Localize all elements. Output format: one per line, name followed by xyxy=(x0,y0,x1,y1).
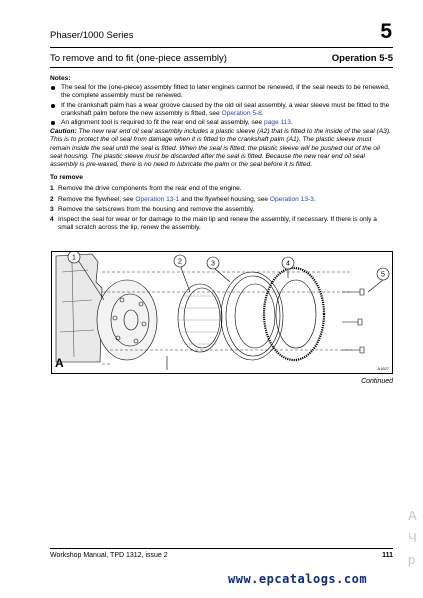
step-text: Remove the flywheel, see xyxy=(58,195,136,203)
operation-13-3-link[interactable]: Operation 13-3 xyxy=(269,195,314,203)
step-text: Remove the setscrews from the housing and remove the assembly. xyxy=(58,205,255,213)
step-text: and the flywheel housing, see xyxy=(179,195,270,203)
bullet-icon xyxy=(51,121,55,125)
ghost-char: A xyxy=(408,508,417,523)
step-text: . xyxy=(313,195,316,203)
note-item: If the crankshaft palm has a wear groove caused by the old oil seal assembly, a wear sleeve must be fitted to the crankshaft palm before the new assembly is fitted, see Operation 5-8. xyxy=(50,102,393,118)
caution-label: Caution: xyxy=(50,128,77,136)
note-item xyxy=(50,84,393,100)
manual-reference: Workshop Manual, TPD 1312, issue 2 xyxy=(50,552,168,559)
step-text: Inspect the seal for wear or for damage to the main lip and renew the assembly, if necessary. If there is only a small scratch across the lip, renew the assembly. xyxy=(58,216,377,232)
plastic-sleeve-shape xyxy=(178,284,222,352)
figure-letter: A xyxy=(55,356,64,370)
exploded-view-figure xyxy=(51,251,393,374)
bullet-icon xyxy=(51,86,55,90)
oil-seal-diagram xyxy=(52,252,392,373)
step-item xyxy=(50,185,393,193)
note-text: If the crankshaft palm has a wear groove caused by the old oil seal assembly, a wear sleeve must be fitted to the crankshaft palm before the new assembly is fitted, see xyxy=(61,101,390,117)
operation-number: Operation 5-5 xyxy=(331,53,393,64)
step-item xyxy=(50,196,393,204)
header-rule xyxy=(50,47,393,48)
step-number: 1 xyxy=(50,185,54,193)
callout-4-label: 4 xyxy=(286,260,290,268)
operation-5-8-link[interactable]: Operation 5-8 xyxy=(221,109,262,117)
ghost-char: Ч xyxy=(408,530,417,545)
step-item xyxy=(50,206,393,214)
step-number: 3 xyxy=(50,205,54,213)
chapter-number: 5 xyxy=(380,20,392,43)
note-text: The seal for the (one-piece) assembly fitted to later engines cannot be renewed, if the seal needs to be renewed, the complete assembly must be renewed. xyxy=(61,84,390,100)
series-title: Phaser/1000 Series xyxy=(50,30,134,41)
callout-leader xyxy=(180,265,190,292)
note-item: An alignment tool is required to fit the rear end oil seal assembly, see page 113. xyxy=(50,119,393,127)
callout-5-label: 5 xyxy=(381,271,385,279)
page-number: 111 xyxy=(382,552,393,559)
setscrew-shape xyxy=(342,347,364,353)
plastic-sleeve-inner xyxy=(184,288,220,348)
step-number: 2 xyxy=(50,195,54,203)
seal-housing-outer xyxy=(264,268,324,360)
caution-paragraph xyxy=(50,128,393,169)
caution-text: The new rear end oil seal assembly includes a plastic sleeve (A2) that is fitted to the inside of the seal (A3). This is to protect the oil seal from damage when it is fitted to the crankshaft palm (A1). The plastic sleeve must remain inside the seal until the seal is fitted. When the seal is fitted, the plastic sleeve will be pushed out of the oil seal housing. The plastic sleeve must be discarded after the seal is fitted. Because the new rear end oil seal assembly is pre-waxed, there is no need to lubricate the palm or the seal before it is fitted. xyxy=(50,128,391,169)
operation-13-1-link[interactable]: Operation 13-1 xyxy=(135,195,180,203)
callout-leader xyxy=(368,280,383,292)
ghost-char: р xyxy=(408,552,416,567)
continued-label: Continued xyxy=(361,378,393,385)
setscrew-shape xyxy=(342,319,362,325)
watermark-text: www.epcatalogs.com xyxy=(228,572,368,586)
section-rule xyxy=(50,67,393,68)
callout-1-label: 1 xyxy=(72,254,76,262)
callout-3-label: 3 xyxy=(211,260,215,268)
section-title: To remove and to fit (one-piece assembly) xyxy=(50,53,227,64)
step-item xyxy=(50,216,393,232)
step-text: Remove the drive components from the rear end of the engine. xyxy=(58,185,242,193)
figure-reference: A1627 xyxy=(377,366,389,371)
body-text xyxy=(50,75,393,234)
bullet-icon xyxy=(51,104,55,108)
plastic-sleeve-hatch xyxy=(179,296,222,344)
step-number: 4 xyxy=(50,216,54,224)
footer-rule xyxy=(50,548,393,549)
notes-label: Notes: xyxy=(50,75,71,82)
callout-2-label: 2 xyxy=(178,258,182,266)
setscrew-shape xyxy=(342,289,364,295)
note-text: An alignment tool is required to fit the rear end oil seal assembly, see xyxy=(61,119,264,127)
seal-housing-inner xyxy=(276,280,316,348)
callout-leader xyxy=(213,267,230,282)
to-remove-heading: To remove xyxy=(50,174,83,182)
page-113-link[interactable]: page 113 xyxy=(263,119,291,127)
seal-assembly-outer xyxy=(221,272,283,360)
engine-block-outline xyxy=(56,254,102,362)
